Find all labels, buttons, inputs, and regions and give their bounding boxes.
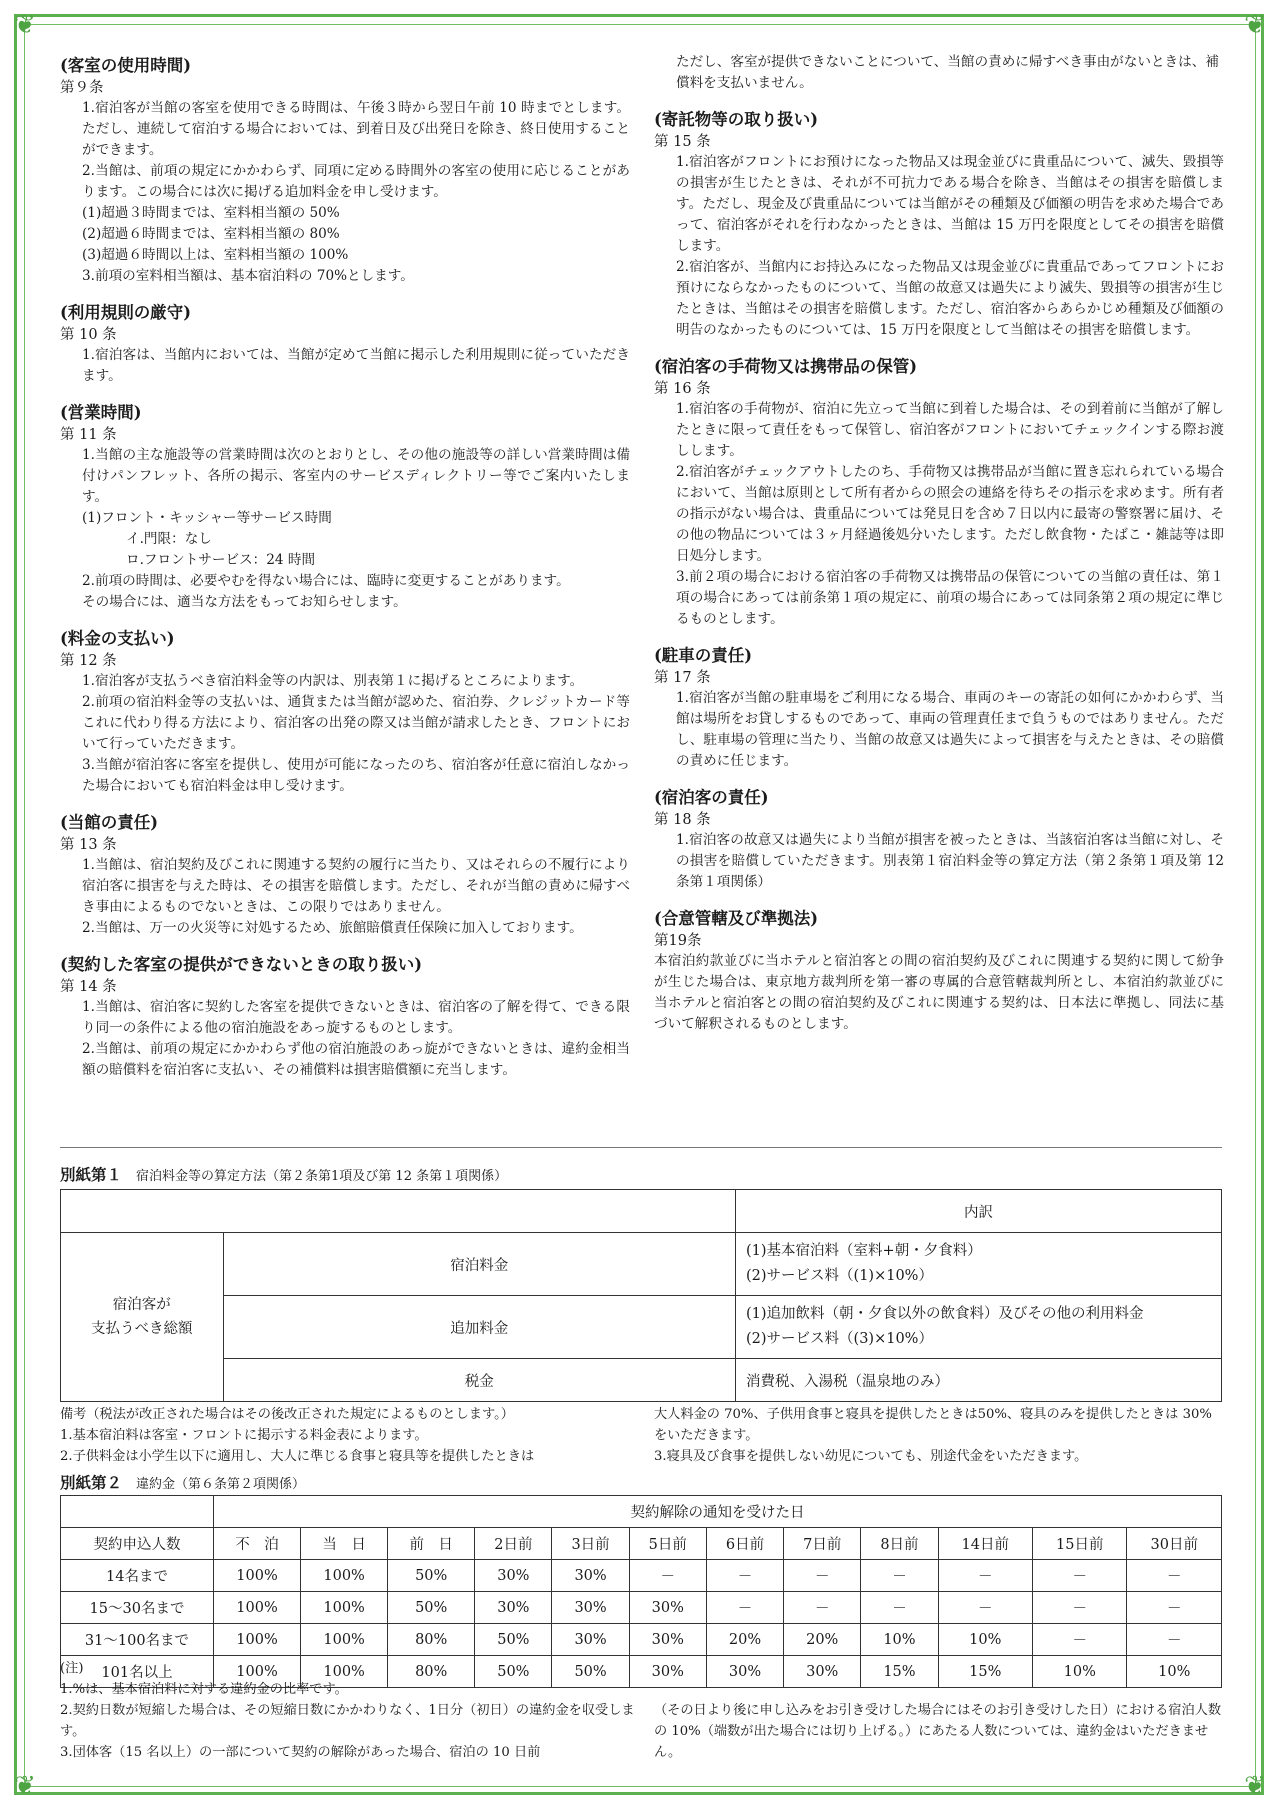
note-line: 1.%は、基本宿泊料に対する違約金の比率です。 <box>60 1682 348 1697</box>
section-divider <box>60 1147 1222 1148</box>
people-range: 15～30名まで <box>61 1592 214 1624</box>
article-number: 第９条 <box>60 80 104 96</box>
day-header: 前 日 <box>388 1528 475 1560</box>
penalty-rate: 15% <box>861 1656 938 1688</box>
penalty-rate: 100% <box>301 1624 388 1656</box>
penalty-rate: － <box>1127 1624 1222 1656</box>
note-line: (注) <box>60 1661 84 1676</box>
penalty-rate: 15% <box>938 1656 1032 1688</box>
section-article-9 <box>60 54 630 287</box>
article-number: 第 16 条 <box>654 381 711 397</box>
penalty-rate: 10% <box>1127 1656 1222 1688</box>
penalty-rate: － <box>706 1592 783 1624</box>
paragraph: 1.当館は、宿泊契約及びこれに関連する契約の履行に当たり、又はそれらの不履行により宿泊客に損害を与えた時は、その損害を賠償します。ただし、それが当館の責めに帰すべき事由によるものでないときは、この限りではありません。 <box>82 857 630 915</box>
section-title: (当館の責任) <box>60 813 159 832</box>
paragraph: 3.当館が宿泊客に客室を提供し、使用が可能になったのち、宿泊客が任意に宿泊しなかった場合においても宿泊料金は申し受けます。 <box>82 757 630 794</box>
section-article-18 <box>654 786 1224 893</box>
penalty-rate: 10% <box>938 1624 1032 1656</box>
section-title: (合意管轄及び準拠法) <box>654 909 819 928</box>
fee-detail: 消費税、入湯税（温泉地のみ） <box>736 1359 1222 1402</box>
penalty-rate: 30% <box>629 1624 706 1656</box>
table-row-days <box>61 1528 1222 1560</box>
section-title: (寄託物等の取り扱い) <box>654 110 819 129</box>
day-header: 7日前 <box>784 1528 861 1560</box>
paragraph: 1.宿泊客は、当館内においては、当館が定めて当館に掲示した利用規則に従っていただきます。 <box>82 347 630 384</box>
section-article-10 <box>60 301 630 387</box>
paragraph: 1.宿泊客が支払うべき宿泊料金等の内訳は、別表第１に掲げるところによります。 <box>82 673 584 689</box>
article-number: 第 10 条 <box>60 327 117 343</box>
section-article-17 <box>654 644 1224 772</box>
penalty-rate: 30% <box>629 1592 706 1624</box>
penalty-rate: － <box>706 1560 783 1592</box>
corner-ornament-icon: ❦ <box>1244 10 1266 40</box>
penalty-rate: 50% <box>475 1624 552 1656</box>
table-row <box>61 1233 1222 1296</box>
article-number: 第 15 条 <box>654 134 711 150</box>
day-header: 当 日 <box>301 1528 388 1560</box>
penalty-rate: 100% <box>214 1624 301 1656</box>
section-article-16 <box>654 355 1224 630</box>
table-row <box>61 1624 1222 1656</box>
annex2-notes-right <box>654 1700 1224 1763</box>
note-line: 3.寝具及び食事を提供しない幼児についても、別途代金をいただきます。 <box>654 1449 1088 1464</box>
section-title: (契約した客室の提供ができないときの取り扱い) <box>60 955 423 974</box>
list-item: (1)超過３時間までは、室料相当額の 50% <box>82 205 340 221</box>
paragraph: 1.宿泊客がフロントにお預けになった物品又は現金並びに貴重品について、滅失、毀損等の損害が生じたときは、それが不可抗力である場合を除き、当館はその損害を賠償します。ただし、現金及び貴重品については当館がその種類及び価額の明告を求めた場合であって、宿泊客がそれを行わなかったときは、当館は 15 万円を限度としてその損害を賠償します。 <box>676 154 1224 254</box>
paragraph: 2.当館は、前項の規定にかかわらず他の宿泊施設のあっ旋ができないときは、違約金相当額の賠償料を宿泊客に支払い、その補償料は損害賠償額に充当します。 <box>82 1041 630 1078</box>
section-title: (料金の支払い) <box>60 629 175 648</box>
annex2-notes-left <box>60 1658 640 1763</box>
day-header: 30日前 <box>1127 1528 1222 1560</box>
payer-label <box>61 1233 224 1402</box>
article-number: 第 13 条 <box>60 837 117 853</box>
section-title: (営業時間) <box>60 403 142 422</box>
penalty-rate: 80% <box>388 1656 475 1688</box>
fee-detail <box>736 1296 1222 1359</box>
paragraph: 2.宿泊客がチェックアウトしたのち、手荷物又は携帯品が当館に置き忘れられている場合において、当館は原則として所有者からの照会の連絡を待ちその指示を求めます。所有者の指示がない場合は、貴重品については発見日を含め７日以内に最寄の警察署に届け、その他の物品については３ヶ月経過後処分いたします。ただし飲食物・たばこ・雑誌等は即日処分します。 <box>676 464 1224 564</box>
corner-ornament-icon: ❦ <box>14 1771 36 1801</box>
annex1-fee-table <box>60 1189 1222 1402</box>
annex2-label: 別紙第２ <box>60 1473 123 1492</box>
right-column <box>654 54 1224 1035</box>
article-number: 第 14 条 <box>60 979 117 995</box>
penalty-rate: 100% <box>214 1560 301 1592</box>
paragraph: 1.当館の主な施設等の営業時間は次のとおりとし、その他の施設等の詳しい営業時間は備付けパンフレット、各所の掲示、客室内のサービスディレクトリー等でご案内いたします。 <box>82 447 630 505</box>
paragraph: 1.宿泊客の手荷物が、宿泊に先立って当館に到着した場合は、その到着前に当館が了解したときに限って責任をもって保管し、宿泊客がフロントにおいてチェックインする際お渡しします。 <box>676 401 1224 459</box>
fee-name: 宿泊料金 <box>223 1233 736 1296</box>
note-line: 2.契約日数が短縮した場合は、その短縮日数にかかわりなく、1日分（初日）の違約金を収受します。 <box>60 1703 635 1739</box>
table-header-breakdown: 内訳 <box>736 1190 1222 1233</box>
annex1-notes-left <box>60 1404 635 1467</box>
fee-name: 追加料金 <box>223 1296 736 1359</box>
day-header: 2日前 <box>475 1528 552 1560</box>
table-header-people: 契約申込人数 <box>61 1528 214 1560</box>
paragraph-continuation: ただし、客室が提供できないことについて、当館の責めに帰すべき事由がないときは、補償料を支払いません。 <box>676 54 1219 91</box>
paragraph: その場合には、適当な方法をもってお知らせします。 <box>82 594 407 610</box>
penalty-rate: 50% <box>475 1656 552 1688</box>
penalty-rate: － <box>861 1592 938 1624</box>
penalty-rate: 100% <box>301 1560 388 1592</box>
people-range: 101名以上 <box>61 1656 214 1688</box>
penalty-rate: － <box>1033 1624 1127 1656</box>
section-title: (駐車の責任) <box>654 646 753 665</box>
article-number: 第 17 条 <box>654 670 711 686</box>
table-row <box>61 1592 1222 1624</box>
section-title: (宿泊客の手荷物又は携帯品の保管) <box>654 357 918 376</box>
penalty-rate: 50% <box>388 1592 475 1624</box>
article-number: 第 18 条 <box>654 812 711 828</box>
table-row <box>61 1190 1222 1233</box>
penalty-rate: 20% <box>706 1624 783 1656</box>
annex2-caption: 違約金（第６条第２項関係） <box>136 1477 306 1492</box>
note-line: 大人料金の 70%、子供用食事と寝具を提供したときは50%、寝具のみを提供したときは 30%をいただきます。 <box>654 1407 1212 1443</box>
table-cell <box>223 1190 736 1233</box>
paragraph: 3.前２項の場合における宿泊客の手荷物又は携帯品の保管についての当館の責任は、第１項の場合にあっては前条第１項の規定に、前項の場合にあっては同条第２項の規定に準じるものとします。 <box>676 569 1224 627</box>
table-cell <box>61 1496 214 1528</box>
penalty-rate: 30% <box>475 1560 552 1592</box>
list-subitem: ロ.フロントサービス：24 時間 <box>126 552 316 568</box>
note-line: 1.基本宿泊料は客室・フロントに掲示する料金表によります。 <box>60 1428 428 1443</box>
penalty-rate: 100% <box>214 1656 301 1688</box>
penalty-rate: 10% <box>1033 1656 1127 1688</box>
penalty-rate: － <box>629 1560 706 1592</box>
article-number: 第19条 <box>654 933 702 949</box>
day-header: 14日前 <box>938 1528 1032 1560</box>
fee-name: 税金 <box>223 1359 736 1402</box>
penalty-rate: 30% <box>475 1592 552 1624</box>
section-article-11 <box>60 401 630 613</box>
note-line: 3.団体客（15 名以上）の一部について契約の解除があった場合、宿泊の 10 日前 <box>60 1745 541 1760</box>
table-header-notice: 契約解除の通知を受けた日 <box>214 1496 1222 1528</box>
penalty-rate: － <box>938 1592 1032 1624</box>
list-subitem: イ.門限：なし <box>126 531 212 547</box>
table-row <box>61 1296 1222 1359</box>
left-column <box>60 54 630 1081</box>
people-range: 14名まで <box>61 1560 214 1592</box>
article-number: 第 11 条 <box>60 427 117 443</box>
day-header: 15日前 <box>1033 1528 1127 1560</box>
fee-detail-line: (1)基本宿泊料（室料+朝・夕食料） <box>746 1243 982 1259</box>
penalty-rate: 30% <box>552 1624 629 1656</box>
penalty-rate: 20% <box>784 1624 861 1656</box>
annex1-heading <box>60 1163 507 1185</box>
penalty-rate: 100% <box>301 1592 388 1624</box>
section-article-15 <box>654 108 1224 341</box>
list-item: (1)フロント・キッシャー等サービス時間 <box>82 510 332 526</box>
section-article-12 <box>60 627 630 797</box>
list-item: (2)超過６時間までは、室料相当額の 80% <box>82 226 340 242</box>
table-row <box>61 1496 1222 1528</box>
article-number: 第 12 条 <box>60 653 117 669</box>
day-header: 不 泊 <box>214 1528 301 1560</box>
paragraph: 1.宿泊客が当館の客室を使用できる時間は、午後３時から翌日午前 10 時までとします。ただし、連続して宿泊する場合においては、到着日及び出発日を除き、終日使用することができます。 <box>82 100 630 158</box>
note-line: 備考（税法が改正された場合はその後改正された規定によるものとします。） <box>60 1407 514 1422</box>
penalty-rate: 30% <box>552 1592 629 1624</box>
payer-label-line: 支払うべき総額 <box>91 1321 193 1337</box>
payer-label-line: 宿泊客が <box>112 1297 171 1313</box>
note-line: 2.子供料金は小学生以下に適用し、大人に準じる食事と寝具等を提供したときは <box>60 1449 535 1464</box>
paragraph: 本宿泊約款並びに当ホテルと宿泊客との間の宿泊契約及びこれに関連する契約に関して紛争が生じた場合は、東京地方裁判所を第一審の専属的合意管轄裁判所とし、本宿泊約款並びに当ホテルと宿泊客との間の宿泊契約及びこれに関連する契約は、日本法に準拠し、同法に基づいて解釈されるものとします。 <box>654 953 1224 1032</box>
fee-detail <box>736 1233 1222 1296</box>
paragraph: 1.宿泊客が当館の駐車場をご利用になる場合、車両のキーの寄託の如何にかかわらず、当館は場所をお貸しするものであって、車両の管理責任まで負うものではありません。ただし、駐車場の管理に当たり、当館の故意又は過失によって損害を与えたときは、その賠償の責めに任じます。 <box>676 690 1224 769</box>
section-article-19 <box>654 907 1224 1035</box>
penalty-rate: 30% <box>629 1656 706 1688</box>
penalty-rate: 100% <box>301 1656 388 1688</box>
paragraph: 2.前項の時間は、必要やむを得ない場合には、臨時に変更することがあります。 <box>82 573 570 589</box>
penalty-rate: 100% <box>214 1592 301 1624</box>
annex1-label: 別紙第１ <box>60 1165 123 1184</box>
penalty-rate: － <box>861 1560 938 1592</box>
paragraph: 2.前項の宿泊料金等の支払いは、通貨または当館が認めた、宿泊券、クレジットカード等これに代わり得る方法により、宿泊客の出発の際又は当館が請求したとき、フロントにおいて行っていただきます。 <box>82 694 630 752</box>
paragraph: 3.前項の室料相当額は、基本宿泊料の 70%とします。 <box>82 268 414 284</box>
corner-ornament-icon: ❦ <box>1244 1771 1266 1801</box>
day-header: 8日前 <box>861 1528 938 1560</box>
penalty-rate: － <box>1033 1592 1127 1624</box>
list-item: (3)超過６時間以上は、室料相当額の 100% <box>82 247 349 263</box>
annex1-caption: 宿泊料金等の算定方法（第２条第1項及び第 12 条第１項関係） <box>136 1169 508 1184</box>
paragraph: 2.当館は、万一の火災等に対処するため、旅館賠償責任保険に加入しております。 <box>82 920 583 936</box>
penalty-rate: 30% <box>552 1560 629 1592</box>
penalty-rate: － <box>1127 1560 1222 1592</box>
penalty-rate: 50% <box>552 1656 629 1688</box>
penalty-rate: 10% <box>861 1624 938 1656</box>
table-row <box>61 1560 1222 1592</box>
people-range: 31～100名まで <box>61 1624 214 1656</box>
annex2-heading <box>60 1471 305 1493</box>
paragraph: 2.当館は、前項の規定にかかわらず、同項に定める時間外の客室の使用に応じることがあります。この場合には次に掲げる追加料金を申し受けます。 <box>82 163 630 200</box>
table-row <box>61 1359 1222 1402</box>
section-title: (宿泊客の責任) <box>654 788 769 807</box>
section-article-13 <box>60 811 630 939</box>
penalty-rate: 30% <box>784 1656 861 1688</box>
penalty-rate: － <box>938 1560 1032 1592</box>
paragraph: 1.当館は、宿泊客に契約した客室を提供できないときは、宿泊客の了解を得て、できる限り同一の条件による他の宿泊施設をあっ旋するものとします。 <box>82 999 630 1036</box>
section-article-14 <box>60 953 630 1081</box>
penalty-rate: － <box>784 1560 861 1592</box>
day-header: 6日前 <box>706 1528 783 1560</box>
day-header: 5日前 <box>629 1528 706 1560</box>
penalty-rate: 80% <box>388 1624 475 1656</box>
penalty-rate: 30% <box>706 1656 783 1688</box>
section-title: (客室の使用時間) <box>60 56 192 75</box>
penalty-rate: － <box>1033 1560 1127 1592</box>
penalty-rate: － <box>1127 1592 1222 1624</box>
day-header: 3日前 <box>552 1528 629 1560</box>
fee-detail-line: (2)サービス料（(3)×10%） <box>746 1331 933 1347</box>
note-line: （その日より後に申し込みをお引き受けした場合にはそのお引き受けした日）における宿泊人数の 10%（端数が出た場合には切り上げる。）にあたる人数については、違約金はいただきません。 <box>654 1703 1222 1760</box>
corner-ornament-icon: ❦ <box>14 10 36 40</box>
penalty-rate: － <box>784 1592 861 1624</box>
table-cell <box>61 1190 224 1233</box>
annex1-notes-right <box>654 1404 1224 1467</box>
fee-detail-line: (1)追加飲料（朝・夕食以外の飲食料）及びその他の利用料金 <box>746 1306 1144 1322</box>
penalty-rate: 50% <box>388 1560 475 1592</box>
section-title: (利用規則の厳守) <box>60 303 192 322</box>
paragraph: 2.宿泊客が、当館内にお持込みになった物品又は現金並びに貴重品であってフロントにお預けにならなかったものについて、当館の故意又は過失により滅失、毀損等の損害が生じたときは、当館はその損害を賠償します。ただし、宿泊客からあらかじめ種類及び価額の明告のなかったものについては、15 万円を限度として当館はその損害を賠償します。 <box>676 259 1224 338</box>
fee-detail-line: (2)サービス料（(1)×10%） <box>746 1268 933 1284</box>
paragraph: 1.宿泊客の故意又は過失により当館が損害を被ったときは、当該宿泊客は当館に対し、その損害を賠償していただきます。別表第１宿泊料金等の算定方法（第２条第１項及第 12 条第１項関係） <box>676 832 1224 890</box>
